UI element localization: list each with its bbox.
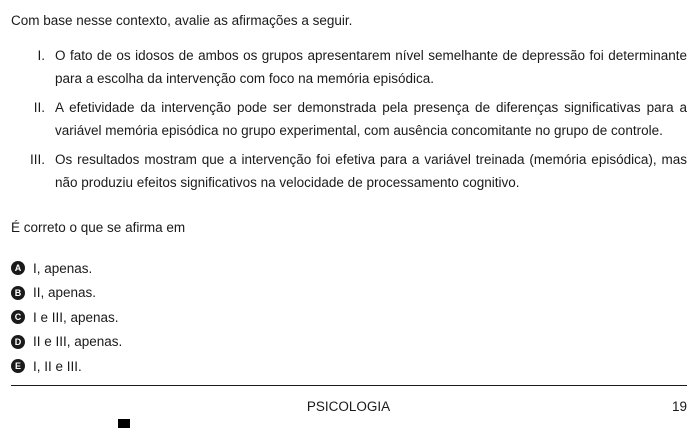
- statement-text: A efetividade da intervenção pode ser demonstrada pela presença de diferenças significativas para a variável memória episódica no grupo experimental, com ausência concomitante no grupo de controle.: [55, 100, 687, 138]
- intro-text: Com base nesse contexto, avalie as afirmações a seguir.: [11, 13, 353, 28]
- question-text: É correto o que se afirma em: [11, 220, 186, 235]
- page-number: 19: [671, 399, 687, 414]
- statement-text: O fato de os idosos de ambos os grupos apresentarem nível semelhante de depressão foi determinante para a escolha da intervenção com foco na memória episódica.: [55, 48, 687, 86]
- answer-option-c[interactable]: [11, 305, 122, 330]
- statement-item: [11, 44, 687, 90]
- option-text: I, II e III.: [33, 358, 82, 374]
- option-text: I, apenas.: [33, 260, 93, 276]
- option-letter-badge: E: [11, 359, 25, 373]
- option-letter-badge: D: [11, 335, 25, 349]
- answer-options: [11, 256, 122, 379]
- option-text: II e III, apenas.: [33, 334, 123, 350]
- answer-option-e[interactable]: [11, 354, 122, 379]
- option-text: I e III, apenas.: [33, 309, 119, 325]
- statement-text: Os resultados mostram que a intervenção foi efetiva para a variável treinada (memória episódica), mas não produziu efeitos significativos na velocidade de processamento cognitivo.: [55, 152, 687, 190]
- answer-option-a[interactable]: [11, 256, 122, 281]
- footer-divider: [11, 385, 687, 386]
- option-letter-badge: C: [11, 310, 25, 324]
- answer-option-d[interactable]: [11, 330, 122, 355]
- statement-numeral: I.: [37, 48, 45, 63]
- statement-item: [11, 148, 687, 194]
- statement-numeral: III.: [29, 152, 45, 167]
- option-text: II, apenas.: [33, 285, 97, 301]
- option-letter-badge: A: [11, 261, 25, 275]
- statements-list: [11, 44, 687, 200]
- registration-mark: [118, 419, 130, 428]
- answer-option-b[interactable]: [11, 281, 122, 306]
- statement-item: [11, 96, 687, 142]
- footer-subject: PSICOLOGIA: [306, 399, 391, 414]
- statement-numeral: II.: [33, 100, 45, 115]
- option-letter-badge: B: [11, 286, 25, 300]
